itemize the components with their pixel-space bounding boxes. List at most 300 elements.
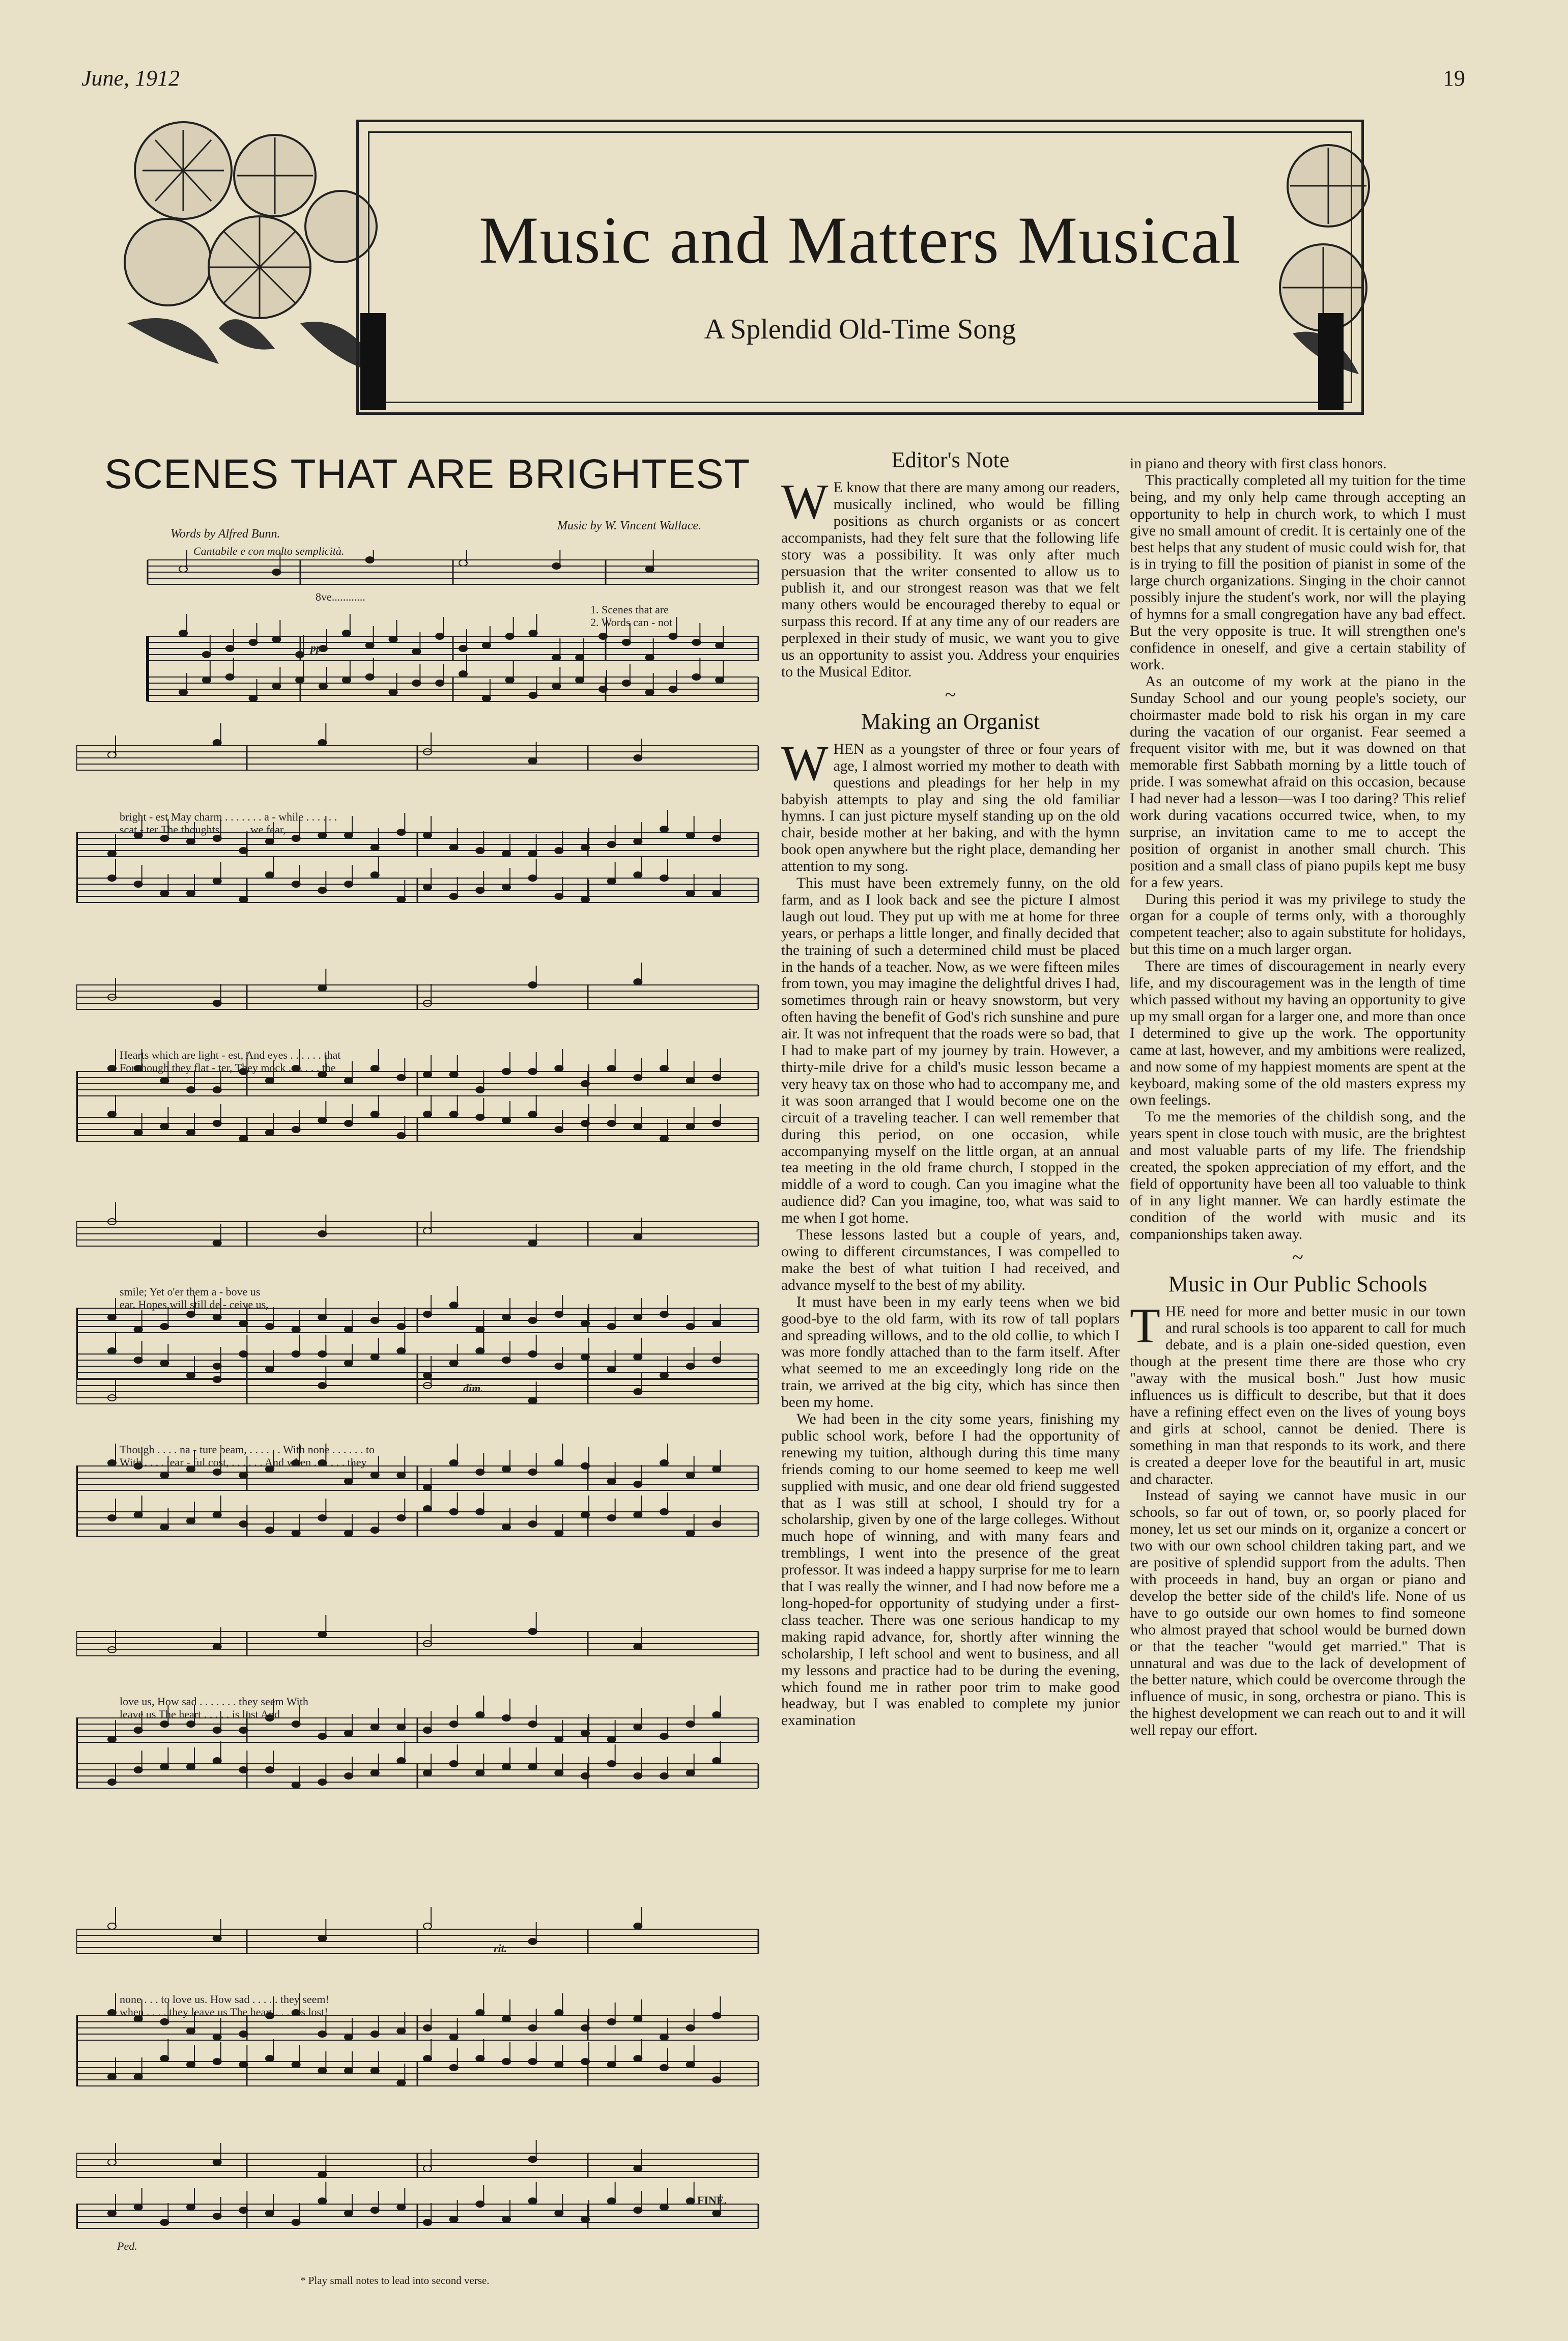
note-head — [318, 2031, 326, 2037]
note-head — [450, 1302, 458, 1308]
note-head — [266, 1366, 274, 1372]
note-head — [213, 1314, 221, 1320]
note-head — [397, 1133, 405, 1139]
note-head — [179, 689, 187, 695]
note-head — [529, 851, 537, 857]
note-head — [108, 1314, 116, 1320]
note-head — [555, 2062, 563, 2068]
note-head — [529, 758, 537, 764]
note-head — [318, 1314, 326, 1320]
article-paragraph: This practically completed all my tuition for the time being, and my only help came through accepting an opportunity to help in church work, to which I must give no small amount of credit. It is certainly one of the best helps that any student of music could wish for, that is in trying to fill the position of pianist in some of the large church organizations. Singing in the choir cannot possibly injure the student's work, nor will the playing of hymns for a small congregation have any bad effect. But the very opposite is true. It will strengthen one's confidence in oneself, and give a certain stability of work. — [1130, 472, 1466, 673]
note-head — [502, 1715, 510, 1721]
note-head — [239, 1351, 247, 1357]
note-head — [266, 838, 274, 844]
article-paragraph: in piano and theory with first class honors. — [1130, 456, 1387, 472]
note-head — [108, 1065, 116, 1071]
note-head — [292, 1126, 300, 1133]
note-head — [687, 1123, 695, 1130]
note-head — [108, 1111, 116, 1117]
note-head — [660, 826, 668, 832]
note-head — [502, 1357, 510, 1363]
note-head — [476, 1469, 484, 1475]
note-head — [660, 1311, 668, 1317]
note-head — [266, 1767, 274, 1773]
note-head — [552, 563, 560, 569]
note-head — [213, 1363, 221, 1369]
note-head — [160, 1323, 168, 1330]
note-head — [634, 1481, 642, 1487]
note-head — [108, 1348, 116, 1354]
article-paragraph: We had been in the city some years, finishing my public school work, before I had the opportunity of renewing my tuition, although during this time many friends coming to our home seemed to keep me well supplied with music, and one dear old friend suggested that as I was still at school, I should try for a scholarship, given by one of the large colleges. Without much hope of winning, and with many fears and tremblings, I went into the presence of the great professor. It was indeed a happy surprise for me to learn that I was really the winner, and I had now before me a long-hoped-for opportunity of studying under a first-class teacher. There was one serious handicap to my making rapid advance, for, shortly after winning the scholarship, I left school and went to business, and all my lessons and practice had to be during the evening, which found me in rather poor trim to make good headway, but I was enabled to complete my junior examination — [781, 1411, 1120, 1729]
note-head — [134, 881, 142, 887]
note-head — [108, 2010, 116, 2016]
note-head — [292, 2219, 300, 2225]
note-head — [345, 1120, 353, 1126]
note-head — [108, 2210, 116, 2216]
note-head — [423, 1111, 432, 1117]
note-head — [187, 2028, 195, 2034]
note-head — [712, 1758, 721, 1764]
note-head — [712, 1521, 721, 1527]
note-head — [318, 1733, 326, 1739]
note-head — [134, 1130, 142, 1136]
note-head — [423, 1071, 432, 1078]
note-head — [226, 645, 234, 652]
note-head — [371, 2207, 379, 2213]
note-head — [179, 566, 187, 572]
note-head — [712, 1357, 721, 1363]
note-head — [134, 1357, 142, 1363]
note-head — [687, 2062, 695, 2068]
note-head — [397, 2028, 405, 2034]
note-head — [634, 2016, 642, 2022]
note-head — [450, 1460, 458, 1466]
note-head — [187, 890, 195, 896]
note-head — [687, 1770, 695, 1776]
note-head — [213, 1120, 221, 1126]
note-head — [366, 642, 374, 648]
drop-cap: T — [1130, 1298, 1160, 1353]
note-head — [436, 633, 444, 639]
note-head — [581, 1354, 589, 1360]
note-head — [555, 1460, 563, 1466]
music-notes — [108, 550, 724, 2225]
note-head — [108, 1460, 116, 1466]
note-head — [160, 1360, 168, 1366]
note-head — [318, 740, 326, 746]
note-head — [669, 633, 677, 639]
note-head — [397, 2204, 405, 2210]
note-head — [239, 1521, 247, 1527]
note-head — [450, 2065, 458, 2071]
note-head — [318, 2068, 326, 2074]
note-head — [371, 2068, 379, 2074]
note-head — [712, 1712, 721, 1718]
note-head — [660, 2065, 668, 2071]
note-head — [660, 2204, 668, 2210]
note-head — [423, 884, 432, 890]
note-head — [108, 1923, 116, 1929]
note-head — [423, 1506, 432, 1512]
note-head — [608, 1515, 616, 1521]
note-head — [506, 633, 514, 639]
note-head — [687, 2198, 695, 2204]
note-head — [371, 1724, 379, 1730]
note-head — [371, 1111, 379, 1117]
article-paragraph: Instead of saying we cannot have music in our schools, so far out of town, or, so poorly placed for money, let us set our minds on it, organize a concert or two with our own school children taking part, and we are positive of splendid support from the adults. Then with proceeds in hand, buy an organ or piano and develop the better side of the child's life. None of us have to go outside our own homes to find someone who almost prayed that school would be burned down or that the teacher "would get married." That is unnatural and was due to the lack of development of the better nature, which could be overcome through the influence of music, in song, orchestra or piano. This is the highest development we can reach out to and it will well repay our effort. — [1130, 1487, 1466, 1739]
editorial-column-middle — [781, 448, 1120, 1729]
note-head — [318, 1631, 326, 1638]
note-head — [266, 1323, 274, 1330]
note-head — [529, 875, 537, 881]
editors-note-body — [781, 474, 1120, 681]
note-head — [213, 1087, 221, 1093]
note-head — [450, 844, 458, 851]
editors-note-heading: Editor's Note — [891, 447, 1010, 472]
note-head — [292, 1721, 300, 1727]
paragraph-text: HE need for more and better music in our town and rural schools is too apparent to call for much debate, and is a plain one-sided question, even though at the present time there are those who cry "away with the musical bosh." Just how music influences us is difficult to describe, but that it does have a refining effect even on the lives of young boys and girls at school, cannot be denied. There is something in man that responds to its work, and there is created a deeper love for the beautiful in art, music and character. — [1130, 1303, 1466, 1487]
editors-note-text: E know that there are many among our readers, musically inclined, who would be filling positions as church organists or as concert accompanists, had they felt sure that the following life story was a possibility. It was only after much persuasion that the writer consented to allow us to publish it, and our strongest reason was that we felt many others would be encouraged thereby to equal or surpass this record. If at any time any of our readers are perplexed in their study of music, we want you to give us an opportunity to assist you. Address your enquiries to the Musical Editor. — [781, 480, 1120, 680]
note-head — [646, 689, 654, 695]
note-head — [292, 835, 300, 841]
note-head — [555, 1363, 563, 1369]
note-head — [660, 875, 668, 881]
note-head — [226, 674, 234, 680]
issue-date: June, 1912 — [81, 66, 180, 91]
note-head — [506, 677, 514, 683]
note-head — [581, 1463, 589, 1469]
note-head — [296, 652, 304, 658]
note-head — [634, 1234, 642, 1240]
drop-cap: W — [781, 736, 829, 791]
note-head — [272, 569, 280, 575]
note-head — [687, 1721, 695, 1727]
note-head — [687, 1363, 695, 1369]
note-head — [529, 1764, 537, 1770]
tempo-marking: Cantabile e con molto semplicità. — [193, 545, 345, 557]
note-head — [160, 2055, 168, 2062]
note-head — [318, 2171, 326, 2178]
note-head — [160, 1472, 168, 1478]
note-head — [450, 893, 458, 899]
note-head — [687, 890, 695, 896]
note-head — [581, 1081, 589, 1087]
note-head — [213, 1376, 221, 1383]
note-head — [160, 835, 168, 841]
note-head — [213, 1644, 221, 1650]
note-head — [581, 2216, 589, 2222]
note-head — [187, 1087, 195, 1093]
note-head — [529, 1938, 537, 1944]
note-head — [660, 1509, 668, 1515]
note-head — [397, 1724, 405, 1730]
note-head — [412, 648, 420, 655]
note-head — [397, 1472, 405, 1478]
note-head — [608, 2198, 616, 2204]
note-head — [366, 674, 374, 680]
note-head — [529, 1068, 537, 1075]
note-head — [692, 674, 700, 680]
pedal-marking: Ped. — [117, 2240, 137, 2252]
note-head — [239, 2031, 247, 2037]
dynamic-rit: rit. — [494, 1942, 507, 1955]
note-head — [476, 2010, 484, 2016]
note-head — [634, 1512, 642, 1518]
dynamic-dim: dim. — [463, 1382, 483, 1395]
note-head — [476, 1509, 484, 1515]
note-head — [660, 1065, 668, 1071]
note-head — [450, 1360, 458, 1366]
note-head — [476, 887, 484, 893]
note-head — [502, 851, 510, 857]
note-head — [423, 1311, 432, 1317]
note-head — [476, 2201, 484, 2207]
note-head — [423, 1228, 432, 1234]
making-organist-heading: Making an Organist — [861, 709, 1040, 734]
article-paragraph: It must have been in my early teens when we bid good-bye to the old farm, with its row of tall poplars and spreading willows, and to the old collie, to which I was more fondly attached than to the farm itself. After what seemed to me an exceedingly long ride on the train, we arrived at the big city, which has since then been my home. — [781, 1293, 1120, 1411]
note-head — [213, 1512, 221, 1518]
note-head — [160, 2019, 168, 2025]
note-head — [608, 2062, 616, 2068]
note-head — [134, 1727, 142, 1733]
note-head — [634, 838, 642, 844]
note-head — [318, 1231, 326, 1237]
note-head — [476, 1348, 484, 1354]
note-head — [450, 1111, 458, 1117]
section-banner — [117, 109, 1364, 415]
note-head — [712, 2013, 721, 2019]
fine-marking: FINE. — [697, 2194, 727, 2207]
note-head — [555, 2210, 563, 2216]
note-head — [179, 630, 187, 636]
note-head — [213, 1240, 221, 1246]
note-head — [108, 851, 116, 857]
lyricist-credit: Words by Alfred Bunn. — [170, 527, 280, 541]
note-head — [634, 755, 642, 761]
note-head — [249, 639, 258, 645]
note-head — [502, 1466, 510, 1472]
note-head — [555, 893, 563, 899]
note-head — [160, 1123, 168, 1130]
note-head — [318, 887, 326, 893]
note-head — [459, 671, 467, 677]
note-head — [371, 1527, 379, 1533]
note-head — [687, 1323, 695, 1330]
note-head — [502, 884, 510, 890]
note-head — [266, 2055, 274, 2062]
note-head — [529, 1240, 537, 1246]
lyric-line-6-v2: when . . . . they leave us The heart . . . . is lost! — [120, 2006, 328, 2018]
section-title: Music and Matters Musical — [478, 203, 1242, 277]
lyric-line-4-v1: Though . . . . na - ture beam, . . . . . . With none . . . . . . to — [120, 1443, 375, 1456]
note-head — [459, 645, 467, 652]
note-head — [576, 677, 584, 683]
note-head — [634, 2165, 642, 2171]
note-head — [108, 1515, 116, 1521]
note-head — [345, 2068, 353, 2074]
note-head — [213, 1727, 221, 1733]
note-head — [423, 1372, 432, 1378]
note-head — [581, 2025, 589, 2031]
note-head — [529, 1317, 537, 1323]
note-head — [712, 2077, 721, 2083]
note-head — [213, 1758, 221, 1764]
note-head — [272, 683, 280, 689]
note-head — [187, 1518, 195, 1524]
note-head — [660, 1773, 668, 1779]
note-head — [502, 2058, 510, 2065]
note-head — [529, 1721, 537, 1727]
note-head — [371, 1354, 379, 1360]
note-head — [134, 2204, 142, 2210]
note-head — [213, 2034, 221, 2040]
note-head — [476, 1712, 484, 1718]
note-head — [555, 1311, 563, 1317]
note-head — [634, 979, 642, 985]
note-head — [187, 1764, 195, 1770]
note-head — [187, 1721, 195, 1727]
note-head — [660, 1136, 668, 1142]
note-head — [555, 1530, 563, 1536]
note-head — [581, 844, 589, 851]
note-head — [108, 752, 116, 758]
composer-credit: Music by W. Vincent Wallace. — [557, 519, 702, 532]
note-head — [581, 2058, 589, 2065]
note-head — [450, 1761, 458, 1767]
note-head — [345, 1078, 353, 1084]
note-head — [345, 832, 353, 838]
note-head — [371, 1317, 379, 1323]
note-head — [576, 655, 584, 661]
note-head — [660, 1733, 668, 1739]
lyric-line-6-v1: none . . . to love us. How sad . . . . . they seem! — [120, 1993, 329, 2006]
note-head — [581, 896, 589, 902]
note-head — [608, 1478, 616, 1484]
note-head — [634, 872, 642, 878]
note-head — [581, 1512, 589, 1518]
article-paragraph: This must have been extremely funny, on the old farm, and as I look back and see the picture I almost laugh out loud. They put up with me at home for three years, or perhaps a little longer, and finally decided that the training of such a determined child must be placed in the hands of a teacher. Now, as we were fifteen miles from town, you may imagine the delightful drives I had, sometimes through rain or heavy snowstorm, but very often having the benefit of God's rich sunshine and pure air. It was not infrequent that the roads were so bad, that I had to make part of my journey by train. However, a thirty-mile drive for a child's music lesson became a very heavy tax on those who had to accompany me, and it was soon arranged that I would become one on the circuit of a traveling teacher. I can well remember that during this period, on one occasion, while accompanying myself on the little organ, at an annual tea meeting in the old frame church, I stopped in the middle of a word to cough. Can you imagine what the audience did? Can you imagine, too, what was said to me when I got home. — [781, 875, 1120, 1227]
lyric-line-2-v2: For though they flat - ter, They mock . . . . . . the — [120, 1061, 336, 1074]
note-head — [502, 2016, 510, 2022]
note-head — [266, 1527, 274, 1533]
note-head — [423, 2055, 432, 2062]
note-head — [292, 2062, 300, 2068]
note-head — [608, 2019, 616, 2025]
note-head — [266, 1130, 274, 1136]
note-head — [213, 878, 221, 884]
section-subtitle: A Splendid Old-Time Song — [704, 314, 1016, 345]
note-head — [108, 875, 116, 881]
verse-label-2: 2. Words can - not — [590, 616, 672, 629]
note-head — [371, 872, 379, 878]
note-head — [213, 2058, 221, 2065]
note-head — [529, 1398, 537, 1404]
note-head — [187, 1372, 195, 1378]
article-paragraph — [781, 736, 1120, 875]
note-head — [160, 1721, 168, 1727]
note-head — [343, 630, 351, 636]
note-head — [687, 1472, 695, 1478]
note-head — [412, 680, 420, 686]
note-head — [108, 2159, 116, 2165]
note-head — [371, 2031, 379, 2037]
note-head — [529, 1351, 537, 1357]
note-head — [213, 2213, 221, 2219]
note-head — [608, 841, 616, 848]
note-head — [239, 1320, 247, 1327]
note-head — [345, 2210, 353, 2216]
note-head — [108, 1779, 116, 1785]
note-head — [345, 881, 353, 887]
note-head — [581, 1120, 589, 1126]
note-head — [266, 2210, 274, 2216]
note-head — [608, 1120, 616, 1126]
verse-label-1: 1. Scenes that are — [590, 603, 669, 616]
note-head — [687, 832, 695, 838]
article-paragraph — [1130, 1298, 1466, 1488]
note-head — [555, 848, 563, 854]
page-number: 19 — [1443, 66, 1465, 91]
note-head — [450, 1721, 458, 1727]
note-head — [712, 890, 721, 896]
note-head — [343, 677, 351, 683]
note-head — [529, 1521, 537, 1527]
note-head — [371, 1065, 379, 1071]
note-head — [160, 1524, 168, 1530]
note-head — [134, 1767, 142, 1773]
note-head — [345, 1730, 353, 1736]
flower-illustration-left — [107, 109, 392, 394]
note-head — [239, 848, 247, 854]
note-head — [482, 642, 491, 648]
note-head — [239, 2062, 247, 2068]
public-schools-heading: Music in Our Public Schools — [1168, 1271, 1428, 1296]
note-head — [634, 1123, 642, 1130]
note-head — [397, 1075, 405, 1081]
note-head — [634, 1314, 642, 1320]
note-head — [669, 686, 677, 692]
note-head — [634, 1644, 642, 1650]
note-head — [634, 1923, 642, 1929]
sheet-music — [76, 550, 763, 2296]
note-head — [318, 1779, 326, 1785]
note-head — [687, 1530, 695, 1536]
lyric-line-1-v1: bright - est May charm . . . . . . . a - while . . . . . . — [120, 810, 337, 823]
note-head — [712, 1075, 721, 1081]
note-head — [239, 2207, 247, 2213]
note-head — [608, 1366, 616, 1372]
note-head — [319, 683, 327, 689]
note-head — [581, 1730, 589, 1736]
note-head — [345, 1478, 353, 1484]
note-head — [134, 2074, 142, 2080]
note-head — [529, 1628, 537, 1634]
note-head — [634, 2055, 642, 2062]
note-head — [397, 896, 405, 902]
note-head — [634, 1773, 642, 1779]
note-head — [389, 689, 397, 695]
note-head — [450, 2216, 458, 2222]
note-head — [213, 1000, 221, 1006]
lyric-line-4-v2: With . . . . tear - ful cost, . . . . . . And when . . . . . . they — [120, 1456, 367, 1469]
note-head — [450, 1509, 458, 1515]
note-head — [529, 630, 537, 636]
note-head — [634, 1075, 642, 1081]
note-head — [345, 1773, 353, 1779]
lyric-line-5-v1: love us, How sad . . . . . . . they seem With — [120, 1695, 308, 1708]
note-head — [423, 2219, 432, 2225]
note-head — [476, 848, 484, 854]
